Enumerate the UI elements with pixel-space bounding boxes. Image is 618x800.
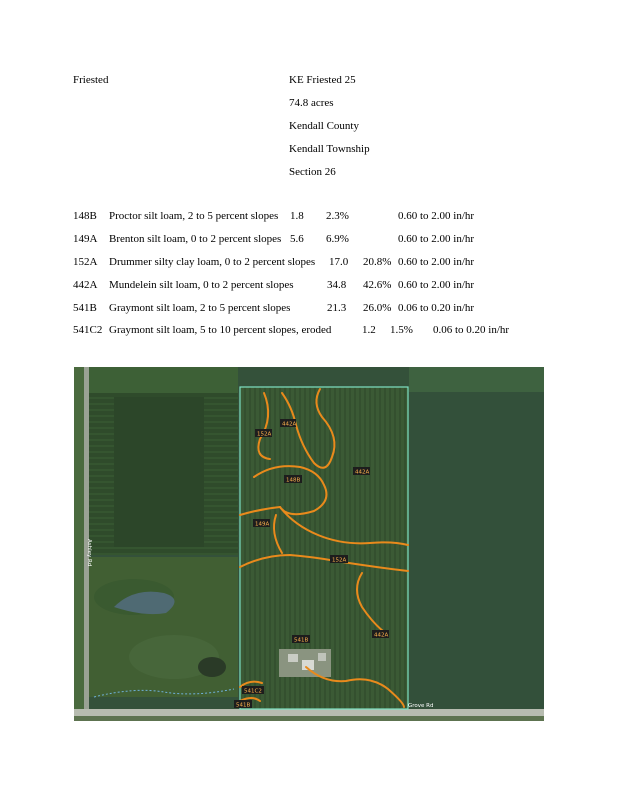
aerial-soil-map [74, 367, 544, 721]
road-label-ashley: Ashley Rd [86, 539, 92, 567]
soil-acres: 21.3 [327, 302, 347, 314]
soil-acres: 17.0 [329, 256, 349, 268]
soil-percent: 20.8% [363, 256, 392, 268]
soil-permeability: 0.60 to 2.00 in/hr [398, 210, 475, 222]
owner-name: Friested [73, 74, 109, 86]
soil-percent: 26.0% [363, 302, 392, 314]
soil-acres: 1.8 [290, 210, 304, 222]
table-row [0, 233, 618, 247]
soil-permeability: 0.60 to 2.00 in/hr [398, 256, 475, 268]
soil-code: 152A [73, 256, 98, 268]
soil-code: 149A [73, 233, 98, 245]
soil-label: 541B [236, 702, 251, 709]
soil-label: 442A [282, 421, 297, 428]
soil-permeability: 0.06 to 0.20 in/hr [398, 302, 475, 314]
soil-percent: 42.6% [363, 279, 392, 291]
soil-acres: 34.8 [327, 279, 347, 291]
table-row [0, 324, 618, 338]
soil-acres: 1.2 [362, 324, 376, 336]
soil-code: 148B [73, 210, 97, 222]
soil-label: 152A [257, 431, 272, 438]
soil-label: 152A [332, 557, 347, 564]
soil-label: 149A [255, 521, 270, 528]
table-row [0, 279, 618, 293]
soil-description: Graymont silt loam, 2 to 5 percent slopes [109, 302, 291, 314]
soil-permeability: 0.60 to 2.00 in/hr [398, 233, 475, 245]
soil-acres: 5.6 [290, 233, 304, 245]
soil-description: Graymont silt loam, 5 to 10 percent slopes, eroded [109, 324, 332, 336]
county: Kendall County [289, 120, 359, 132]
table-row [0, 302, 618, 316]
table-row [0, 210, 618, 224]
soil-percent: 2.3% [326, 210, 349, 222]
soil-permeability: 0.60 to 2.00 in/hr [398, 279, 475, 291]
section: Section 26 [289, 166, 336, 178]
map-graphic [74, 367, 544, 721]
soil-code: 442A [73, 279, 98, 291]
township: Kendall Township [289, 143, 370, 155]
table-row [0, 256, 618, 270]
grove-road [74, 709, 544, 716]
soil-code: 541C2 [73, 324, 103, 336]
soil-label: 442A [374, 632, 389, 639]
soil-percent: 6.9% [326, 233, 349, 245]
soil-label: 148B [286, 477, 301, 484]
soil-description: Brenton silt loam, 0 to 2 percent slopes [109, 233, 282, 245]
acreage: 74.8 acres [289, 97, 334, 109]
farm-name: KE Friested 25 [289, 74, 356, 86]
soil-code: 541B [73, 302, 97, 314]
soil-description: Drummer silty clay loam, 0 to 2 percent slopes [109, 256, 316, 268]
soil-label: 541C2 [244, 688, 262, 695]
soil-description: Mundelein silt loam, 0 to 2 percent slopes [109, 279, 294, 291]
soil-description: Proctor silt loam, 2 to 5 percent slopes [109, 210, 279, 222]
road-label-grove: Grove Rd [408, 703, 434, 709]
field-east [409, 367, 544, 712]
soil-permeability: 0.06 to 0.20 in/hr [433, 324, 510, 336]
soil-label: 442A [355, 469, 370, 476]
soil-label: 541B [294, 637, 309, 644]
soil-percent: 1.5% [390, 324, 413, 336]
